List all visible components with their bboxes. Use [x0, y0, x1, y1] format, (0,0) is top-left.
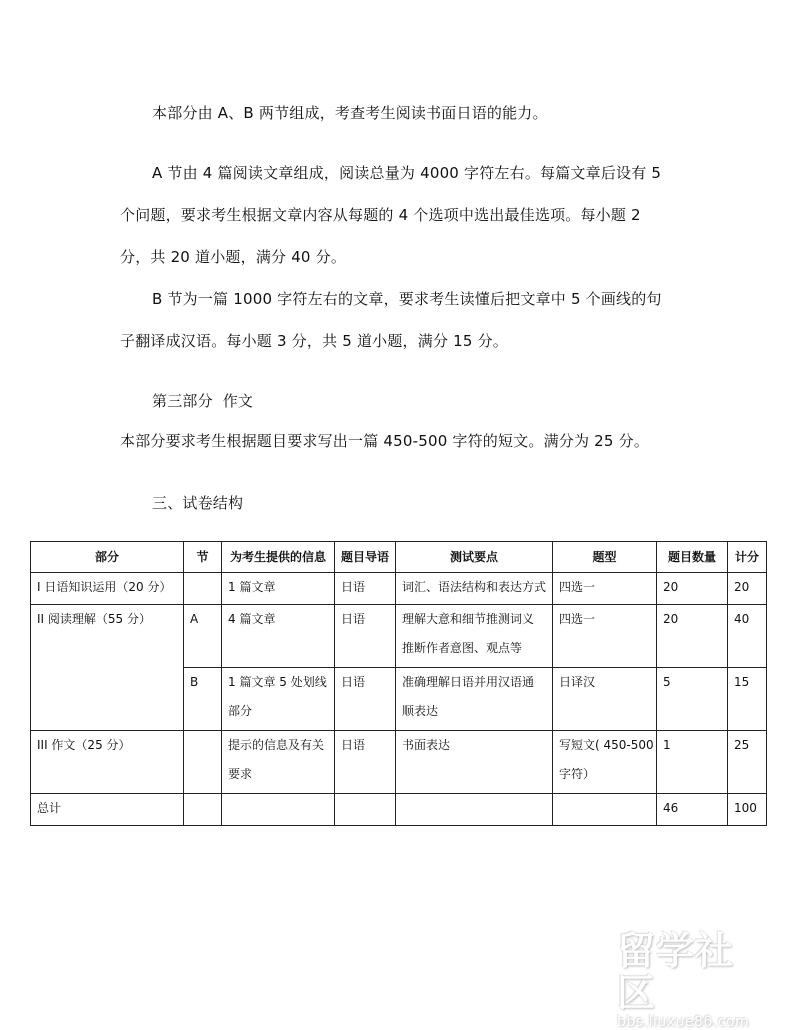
table-row	[31, 605, 767, 668]
cell-info-line2: 部分	[228, 704, 253, 718]
cell-focus-line1: 准确理解日语并用汉语通	[402, 675, 535, 689]
cell-score: 25	[728, 731, 767, 794]
cell-info-line1: 提示的信息及有关	[228, 738, 325, 752]
cell-focus: 书面表达	[396, 731, 553, 794]
cell-lang: 日语	[335, 731, 396, 794]
table-row	[31, 573, 767, 605]
watermark-logo	[617, 929, 772, 1030]
cell-focus-line1: 理解大意和细节推测词义	[402, 612, 535, 626]
section-a-line2: 个问题，要求考生根据文章内容从每题的 4 个选项中选出最佳选项。每小题 2	[120, 206, 641, 224]
cell-focus	[396, 605, 553, 668]
header-part: 部分	[31, 542, 184, 573]
cell-type	[553, 731, 657, 794]
cell-count: 5	[657, 668, 728, 731]
cell-info-line1: 1 篇文章 5 处划线	[228, 675, 327, 689]
cell-info-line2: 要求	[228, 767, 253, 781]
cell-focus-line2: 推断作者意图、观点等	[402, 641, 523, 655]
section-a-line1: A 节由 4 篇阅读文章组成，阅读总量为 4000 字符左右。每篇文章后设有 5	[152, 164, 662, 182]
cell-section	[184, 731, 222, 794]
cell-score: 40	[728, 605, 767, 668]
cell-total-count: 46	[657, 794, 728, 826]
cell-count: 1	[657, 731, 728, 794]
part2-intro: 本部分由 A、B 两节组成，考查考生阅读书面日语的能力。	[152, 104, 548, 122]
cell-type-line2: 字符）	[559, 767, 596, 781]
cell-focus	[396, 668, 553, 731]
cell-count: 20	[657, 605, 728, 668]
cell-empty	[553, 794, 657, 826]
part3-heading: 第三部分 作文	[152, 392, 254, 410]
cell-lang: 日语	[335, 668, 396, 731]
cell-type: 日译汉	[553, 668, 657, 731]
cell-total-score: 100	[728, 794, 767, 826]
table-header-row	[31, 542, 767, 573]
cell-empty	[396, 794, 553, 826]
cell-empty	[184, 794, 222, 826]
cell-score: 15	[728, 668, 767, 731]
section-b-line2: 子翻译成汉语。每小题 3 分，共 5 道小题，满分 15 分。	[120, 332, 508, 350]
cell-section	[184, 573, 222, 605]
exam-structure-table	[30, 541, 767, 826]
header-count: 题目数量	[657, 542, 728, 573]
cell-lang: 日语	[335, 605, 396, 668]
header-section: 节	[184, 542, 222, 573]
header-focus: 测试要点	[396, 542, 553, 573]
watermark-title: 留学社区	[617, 929, 735, 1015]
section-b-line1: B 节为一篇 1000 字符左右的文章，要求考生读懂后把文章中 5 个画线的句	[152, 290, 662, 308]
cell-type: 四选一	[553, 573, 657, 605]
cell-focus-line2: 顺表达	[402, 704, 439, 718]
header-info: 为考生提供的信息	[222, 542, 335, 573]
cell-total-label: 总计	[31, 794, 184, 826]
cell-type: 四选一	[553, 605, 657, 668]
cell-count: 20	[657, 573, 728, 605]
watermark-url: bbs.liuxue86.com	[617, 1014, 750, 1030]
cell-empty	[222, 794, 335, 826]
cell-section: A	[184, 605, 222, 668]
cell-info: 1 篇文章	[222, 573, 335, 605]
cell-empty	[335, 794, 396, 826]
header-lang: 题目导语	[335, 542, 396, 573]
cell-score: 20	[728, 573, 767, 605]
cell-focus: 词汇、语法结构和表达方式	[396, 573, 553, 605]
section-a-line3: 分，共 20 道小题，满分 40 分。	[120, 248, 347, 266]
cell-part: III 作文（25 分）	[31, 731, 184, 794]
cell-part: I 日语知识运用（20 分）	[31, 573, 184, 605]
table-total-row	[31, 794, 767, 826]
table-row	[31, 731, 767, 794]
cell-lang: 日语	[335, 573, 396, 605]
part3-text: 本部分要求考生根据题目要求写出一篇 450-500 字符的短文。满分为 25 分。	[120, 432, 650, 450]
cell-info	[222, 731, 335, 794]
header-score: 计分	[728, 542, 767, 573]
cell-part: II 阅读理解（55 分）	[31, 605, 184, 731]
cell-info	[222, 668, 335, 731]
header-type: 题型	[553, 542, 657, 573]
structure-heading: 三、试卷结构	[152, 494, 244, 512]
cell-info: 4 篇文章	[222, 605, 335, 668]
cell-section: B	[184, 668, 222, 731]
cell-type-line1: 写短文( 450-500	[559, 738, 654, 752]
